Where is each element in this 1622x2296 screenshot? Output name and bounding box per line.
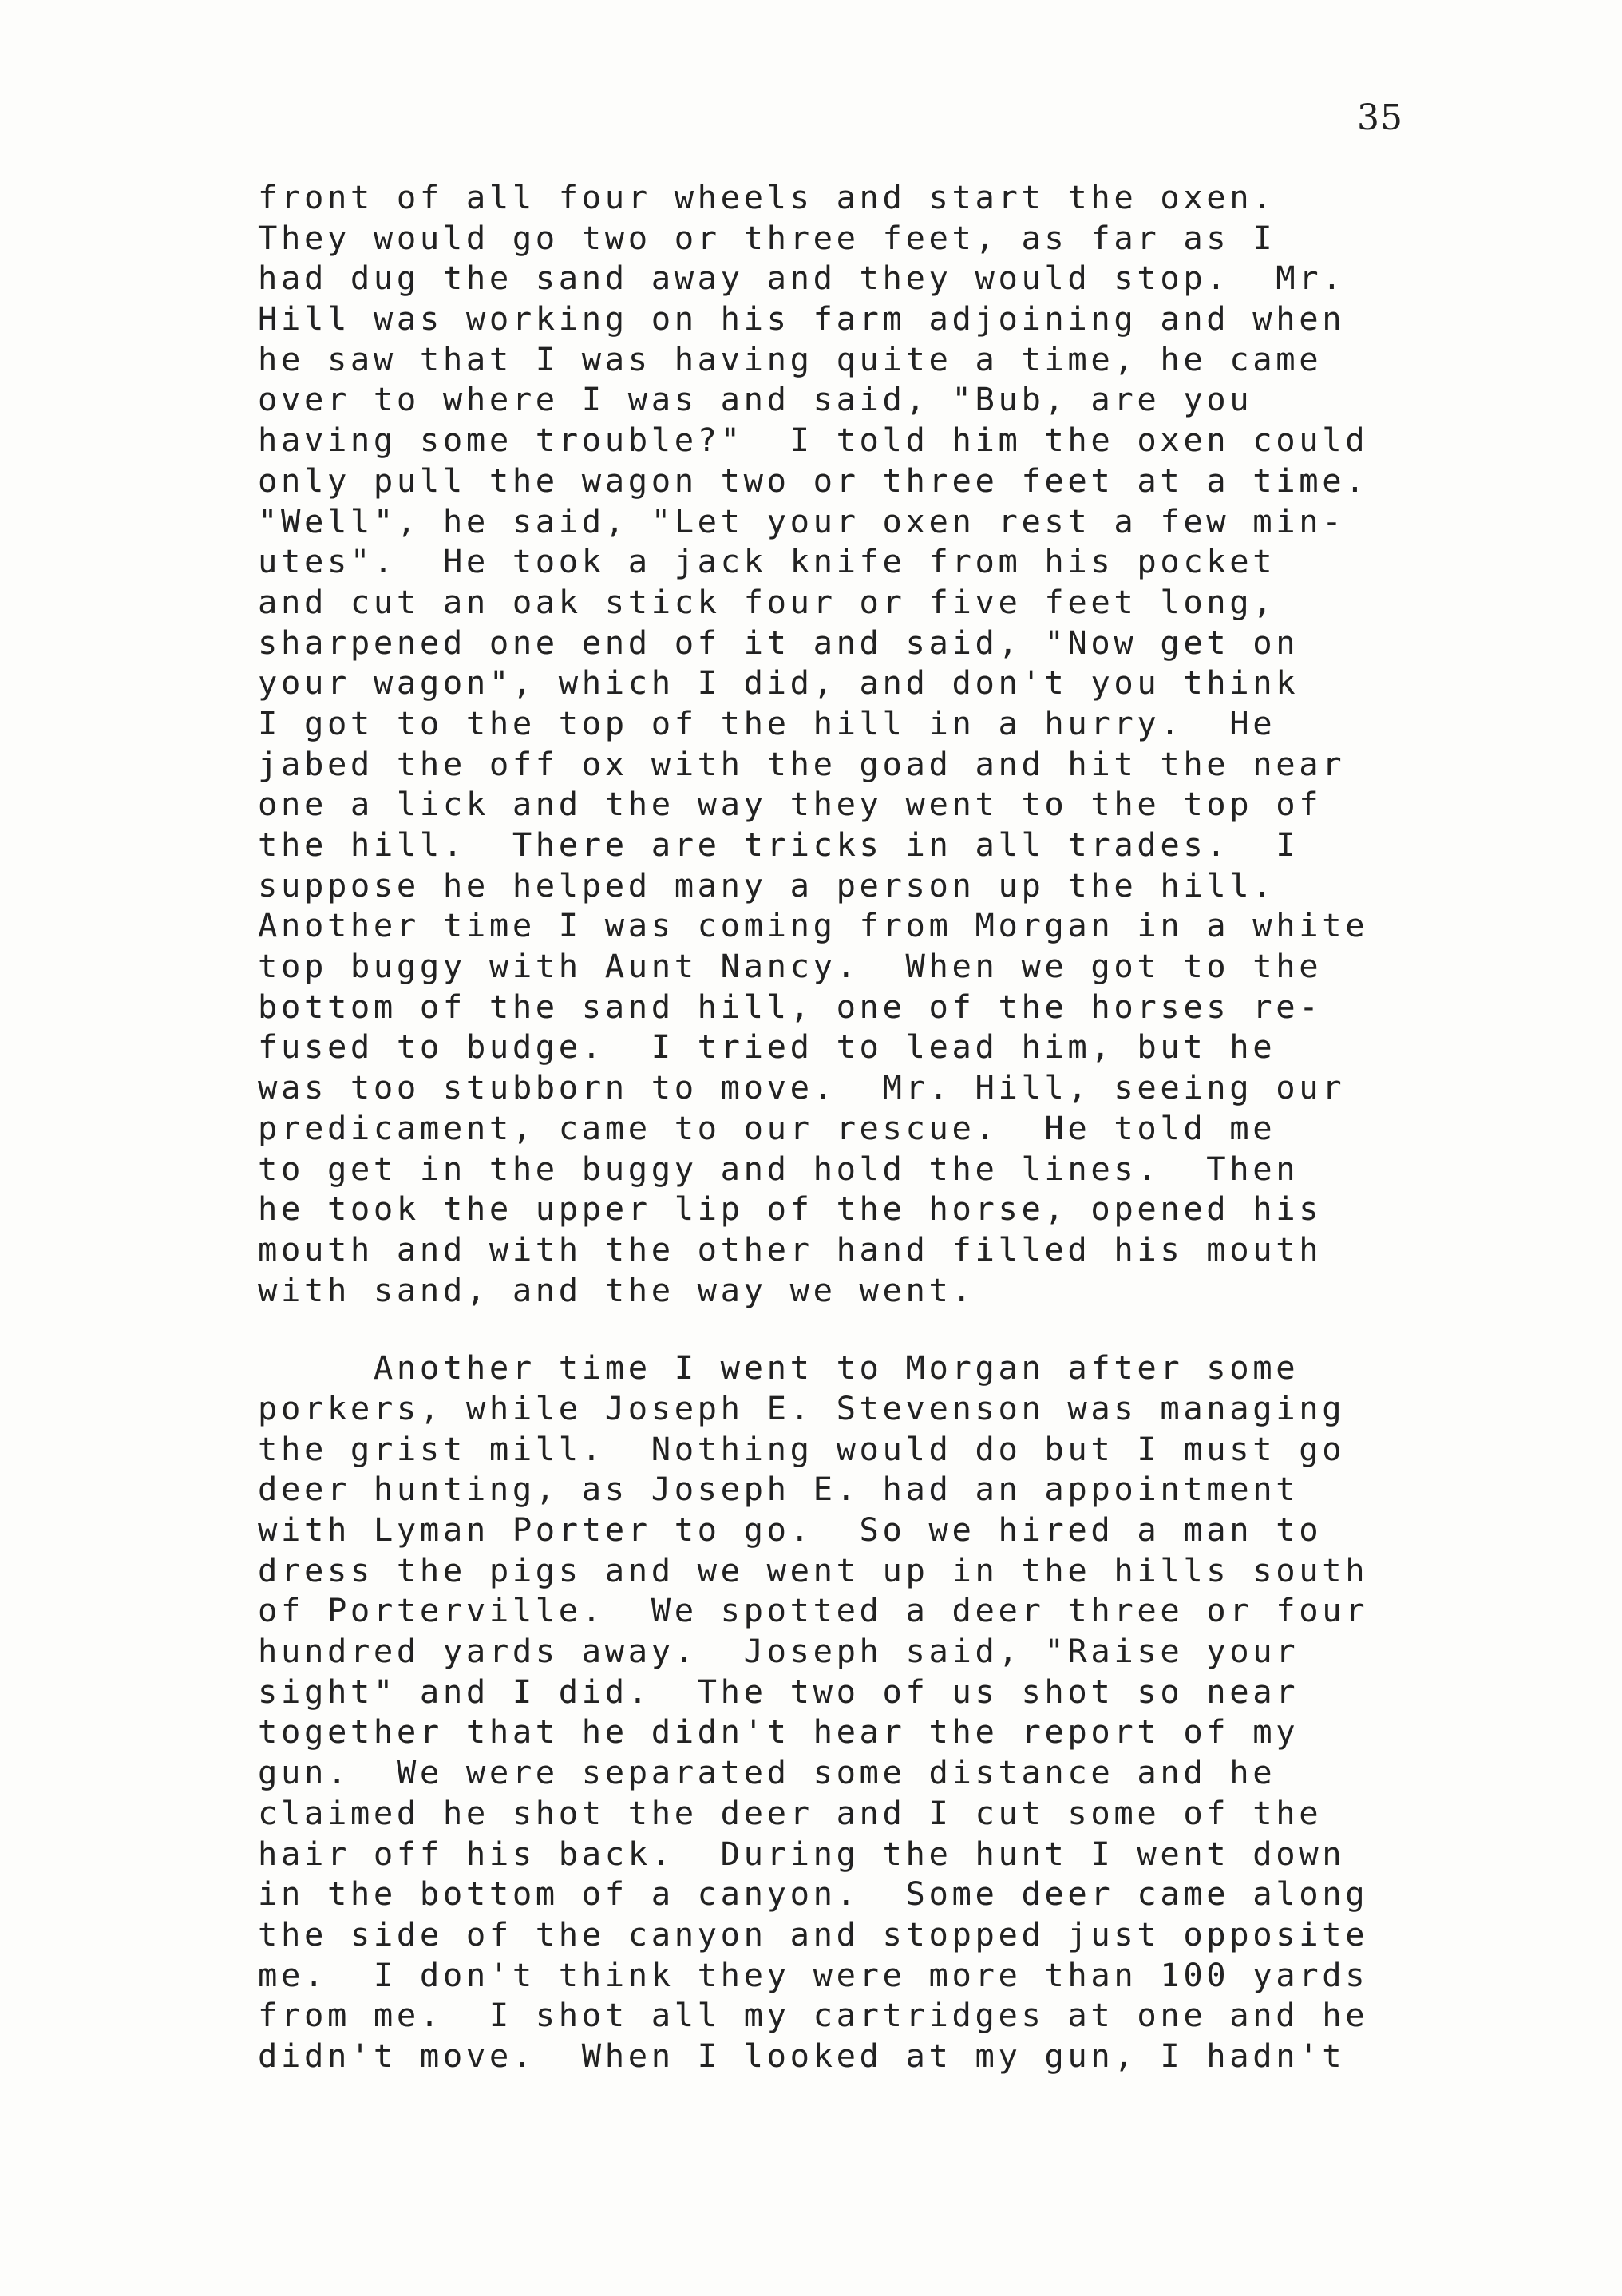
text-line: one a lick and the way they went to the top of: [258, 785, 1323, 824]
text-line: having some trouble?" I told him the oxen could: [258, 421, 1369, 460]
text-line: me. I don't think they were more than 100 yards: [258, 1955, 1369, 1994]
text-line: deer hunting, as Joseph E. had an appointment: [258, 1470, 1300, 1509]
text-line: jabed the off ox with the goad and hit the near: [258, 744, 1346, 783]
text-line: together that he didn't hear the report of my: [258, 1712, 1300, 1752]
body-text: [258, 177, 1503, 2076]
text-line: hundred yards away. Joseph said, "Raise your: [258, 1632, 1300, 1671]
text-line: with sand, and the way we went.: [258, 1270, 975, 1309]
text-line: to get in the buggy and hold the lines. Then: [258, 1149, 1300, 1188]
text-line: didn't move. When I looked at my gun, I hadn't: [258, 2036, 1346, 2075]
text-line: in the bottom of a canyon. Some deer came along: [258, 1874, 1369, 1914]
text-line: gun. We were separated some distance and he: [258, 1753, 1276, 1792]
text-line: I got to the top of the hill in a hurry. He: [258, 703, 1276, 742]
text-line: top buggy with Aunt Nancy. When we got to the: [258, 947, 1323, 986]
text-line: your wagon", which I did, and don't you think: [258, 663, 1300, 703]
text-line: predicament, came to our rescue. He told me: [258, 1108, 1276, 1147]
text-line: had dug the sand away and they would stop. Mr.: [258, 259, 1346, 298]
text-line: only pull the wagon two or three feet at a time.: [258, 461, 1369, 500]
text-line: fused to budge. I tried to lead him, but he: [258, 1027, 1276, 1067]
text-line: Another time I went to Morgan after some: [258, 1348, 1300, 1387]
text-line: front of all four wheels and start the oxen.: [258, 178, 1276, 216]
text-line: the hill. There are tricks in all trades. I: [258, 825, 1300, 864]
text-line: from me. I shot all my cartridges at one and he: [258, 1996, 1369, 2035]
page-number: 35: [1357, 97, 1403, 138]
text-line: the side of the canyon and stopped just opposite: [258, 1914, 1369, 1954]
text-line: sight" and I did. The two of us shot so near: [258, 1672, 1300, 1711]
text-line: and cut an oak stick four or five feet long,: [258, 582, 1276, 621]
text-line: suppose he helped many a person up the hill.: [258, 865, 1276, 905]
text-line: he took the upper lip of the horse, opened his: [258, 1190, 1323, 1229]
text-line: of Porterville. We spotted a deer three or four: [258, 1591, 1369, 1630]
text-line: bottom of the sand hill, one of the horses re-: [258, 987, 1323, 1026]
text-line: sharpened one end of it and said, "Now get on: [258, 623, 1300, 662]
text-line: hair off his back. During the hunt I went down: [258, 1834, 1346, 1873]
text-line: the grist mill. Nothing would do but I must go: [258, 1429, 1346, 1468]
paragraph-break: [258, 1310, 1503, 1348]
text-line: "Well", he said, "Let your oxen rest a few min-: [258, 501, 1346, 540]
text-line: over to where I was and said, "Bub, are you: [258, 380, 1253, 419]
text-line: with Lyman Porter to go. So we hired a man to: [258, 1510, 1323, 1549]
text-line: mouth and with the other hand filled his mouth: [258, 1229, 1323, 1269]
text-line: claimed he shot the deer and I cut some of the: [258, 1793, 1323, 1832]
text-line: porkers, while Joseph E. Stevenson was managing: [258, 1388, 1346, 1427]
paragraph-2: [258, 1348, 1503, 2076]
text-line: he saw that I was having quite a time, he came: [258, 339, 1323, 378]
text-line: They would go two or three feet, as far as I: [258, 218, 1276, 257]
text-line: was too stubborn to move. Mr. Hill, seeing our: [258, 1068, 1346, 1107]
text-line: dress the pigs and we went up in the hills south: [258, 1550, 1369, 1589]
text-line: Hill was working on his farm adjoining and when: [258, 299, 1346, 338]
text-line: Another time I was coming from Morgan in a white: [258, 906, 1369, 945]
paragraph-1: [258, 177, 1503, 1310]
text-line: utes". He took a jack knife from his pocket: [258, 542, 1276, 581]
